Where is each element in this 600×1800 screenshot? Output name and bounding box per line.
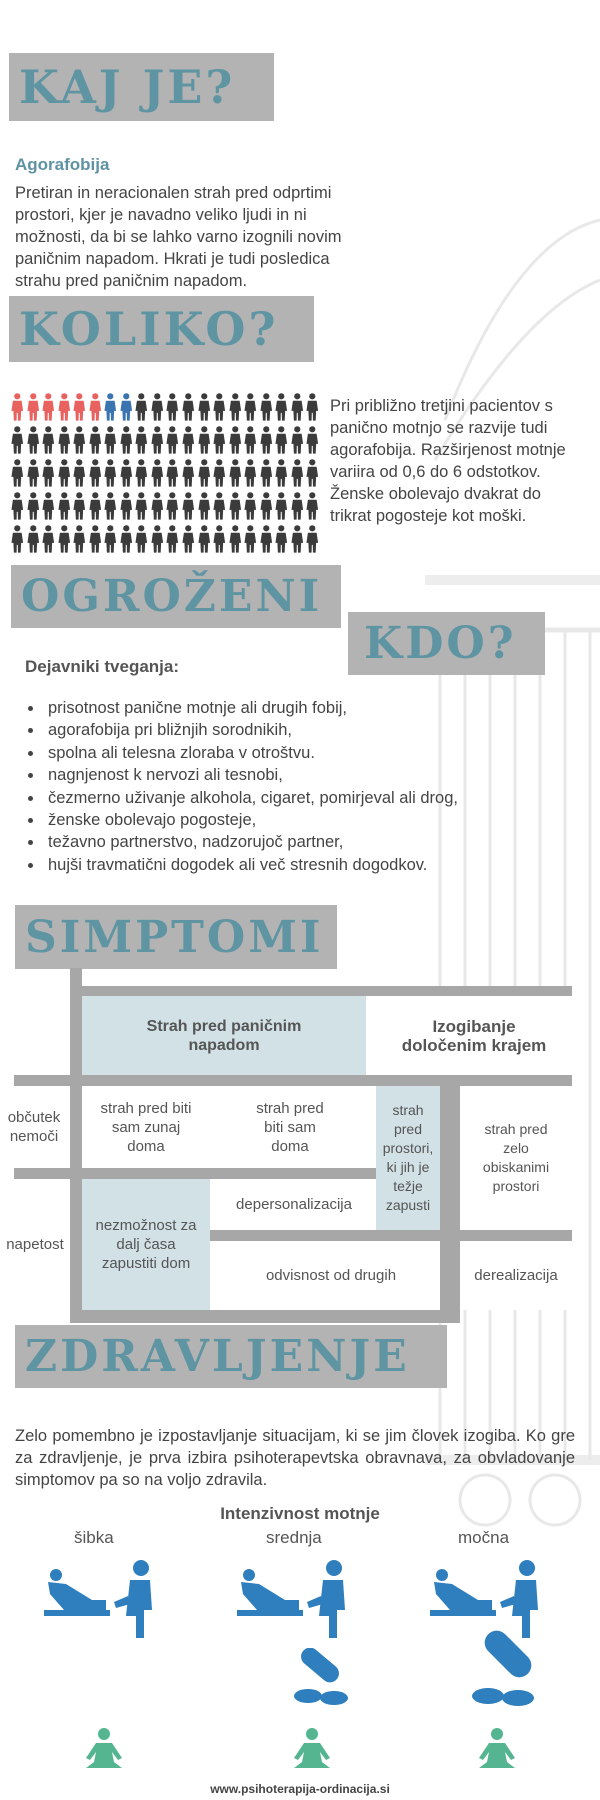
symptom-derealizacija: derealizacija bbox=[460, 1241, 572, 1310]
person-icon bbox=[88, 524, 103, 554]
ogrozeni-heading: OGROŽENI bbox=[21, 571, 323, 622]
person-icon bbox=[274, 491, 289, 521]
person-icon bbox=[41, 524, 56, 554]
person-icon bbox=[212, 491, 227, 521]
zdravljenje-banner bbox=[15, 1325, 447, 1388]
person-icon bbox=[274, 425, 289, 455]
person-icon bbox=[290, 392, 305, 422]
grid-bar bbox=[14, 1075, 572, 1086]
koliko-heading: KOLIKO? bbox=[19, 302, 279, 356]
person-icon bbox=[72, 392, 87, 422]
grid-bar bbox=[70, 1310, 460, 1323]
person-icon bbox=[103, 392, 118, 422]
person-icon bbox=[119, 524, 134, 554]
ogrozeni-banner bbox=[11, 565, 341, 628]
person-icon bbox=[243, 392, 258, 422]
person-icon bbox=[57, 491, 72, 521]
risk-factor-item: • čezmerno uživanje alkohola, cigaret, pomirjeval ali drog, bbox=[44, 787, 458, 809]
person-icon bbox=[259, 392, 274, 422]
person-icon bbox=[212, 392, 227, 422]
person-icon bbox=[72, 524, 87, 554]
person-icon bbox=[41, 458, 56, 488]
person-icon bbox=[305, 524, 320, 554]
person-icon bbox=[228, 425, 243, 455]
level-sibka: šibka bbox=[74, 1528, 114, 1547]
person-icon bbox=[165, 425, 180, 455]
person-icon bbox=[57, 392, 72, 422]
person-icon bbox=[274, 458, 289, 488]
grid-bar bbox=[440, 1075, 460, 1323]
risk-factor-item: • agorafobija pri bližnjih sorodnikih, bbox=[44, 719, 458, 741]
person-icon bbox=[150, 458, 165, 488]
meditation-icon bbox=[292, 1728, 332, 1770]
person-icon bbox=[197, 458, 212, 488]
symptom-sam-doma: strah pred biti sam doma bbox=[222, 1086, 358, 1168]
meditation-icon bbox=[477, 1728, 517, 1770]
person-icon bbox=[88, 425, 103, 455]
person-icon bbox=[88, 392, 103, 422]
person-icon bbox=[26, 491, 41, 521]
agorafobija-subtitle: Agorafobija bbox=[15, 155, 110, 174]
kaj-je-heading: KAJ JE? bbox=[19, 60, 236, 114]
risk-factor-item: • spolna ali telesna zloraba v otroštvu. bbox=[44, 742, 458, 764]
person-icon bbox=[197, 392, 212, 422]
risk-factor-item: • prisotnost panične motnje ali drugih fobij, bbox=[44, 697, 458, 719]
person-icon bbox=[305, 392, 320, 422]
footer-url: www.psihoterapija-ordinacija.si bbox=[210, 1782, 390, 1796]
symptom-obcutek: občutek nemoči bbox=[0, 1086, 68, 1168]
simptomi-heading: SIMPTOMI bbox=[25, 911, 324, 963]
person-icon bbox=[134, 392, 149, 422]
person-icon bbox=[165, 392, 180, 422]
person-icon bbox=[290, 458, 305, 488]
person-icon bbox=[26, 425, 41, 455]
person-icon bbox=[165, 491, 180, 521]
grid-bar bbox=[70, 968, 82, 1323]
person-icon bbox=[212, 458, 227, 488]
person-icon bbox=[228, 524, 243, 554]
level-mocna: močna bbox=[458, 1528, 510, 1547]
person-icon bbox=[290, 491, 305, 521]
person-icon bbox=[259, 458, 274, 488]
symptom-depersonalizacija: depersonalizacija bbox=[222, 1179, 366, 1230]
psychotherapy-icon bbox=[44, 1560, 164, 1640]
person-icon bbox=[259, 524, 274, 554]
zdravljenje-text: Zelo pomembno je izpostavljanje situacijam, ki se jim človek izogiba. Ko gre za zdravljenje, je prva izbira psihoterapevtska obravnava, za obvladovanje simptomov pa so na voljo zdravila. bbox=[15, 1427, 575, 1489]
symptom-nezmoznost: nezmožnost za dalj časa zapustiti dom bbox=[82, 1179, 210, 1310]
person-icon bbox=[26, 392, 41, 422]
symptom-napetost: napetost bbox=[0, 1179, 70, 1310]
simptomi-banner bbox=[15, 905, 337, 969]
person-icon bbox=[10, 524, 25, 554]
person-icon bbox=[150, 491, 165, 521]
level-srednja: srednja bbox=[266, 1528, 322, 1547]
person-icon bbox=[41, 491, 56, 521]
risk-factor-item: • ženske obolevajo pogosteje, bbox=[44, 809, 458, 831]
person-icon bbox=[181, 458, 196, 488]
person-icon bbox=[243, 524, 258, 554]
person-icon bbox=[57, 458, 72, 488]
person-icon bbox=[290, 425, 305, 455]
grid-bar bbox=[70, 986, 572, 996]
person-icon bbox=[181, 425, 196, 455]
person-icon bbox=[243, 425, 258, 455]
kaj-je-text: Pretiran in neracionalen strah pred odprtimi prostori, kjer je navadno veliko ljudi in ni možnosti, da bi se lahko varno izognili novim paničnim napadom. Hkrati je tudi posledica strahu pred paničnim napadom. bbox=[15, 184, 342, 290]
person-icon bbox=[305, 425, 320, 455]
kdo-heading: KDO? bbox=[364, 618, 517, 669]
person-icon bbox=[10, 425, 25, 455]
person-icon bbox=[10, 491, 25, 521]
symptom-strah-napad: Strah pred paničnim napadom bbox=[82, 996, 366, 1075]
person-icon bbox=[181, 392, 196, 422]
person-icon bbox=[134, 524, 149, 554]
person-icon bbox=[165, 524, 180, 554]
person-icon bbox=[88, 491, 103, 521]
person-icon bbox=[259, 491, 274, 521]
symptom-sam-zunaj: strah pred biti sam zunaj doma bbox=[82, 1086, 210, 1168]
person-icon bbox=[305, 491, 320, 521]
symptom-odvisnost: odvisnost od drugih bbox=[222, 1241, 440, 1310]
person-icon bbox=[10, 458, 25, 488]
person-icon bbox=[103, 491, 118, 521]
person-icon bbox=[228, 458, 243, 488]
person-icon bbox=[134, 458, 149, 488]
person-icon bbox=[41, 425, 56, 455]
person-icon bbox=[103, 425, 118, 455]
risk-factor-item: • težavno partnerstvo, nadzorujoč partner, bbox=[44, 831, 458, 853]
person-icon bbox=[150, 425, 165, 455]
person-icon bbox=[197, 524, 212, 554]
person-icon bbox=[119, 458, 134, 488]
person-icon bbox=[134, 425, 149, 455]
meditation-icon bbox=[84, 1728, 124, 1770]
person-icon bbox=[150, 524, 165, 554]
person-icon bbox=[197, 491, 212, 521]
person-icon bbox=[26, 458, 41, 488]
kdo-banner bbox=[348, 612, 545, 675]
person-icon bbox=[26, 524, 41, 554]
medication-icon bbox=[290, 1648, 352, 1708]
risk-factors-list bbox=[24, 697, 458, 876]
psychotherapy-icon bbox=[430, 1560, 550, 1640]
person-icon bbox=[274, 524, 289, 554]
person-icon bbox=[150, 392, 165, 422]
person-icon bbox=[212, 524, 227, 554]
symptom-prostori: strah pred prostori, ki jih je težje zapusti bbox=[376, 1086, 440, 1230]
intensity-title: Intenzivnost motnje bbox=[220, 1504, 380, 1523]
medication-icon bbox=[470, 1630, 540, 1710]
risk-factors-title: Dejavniki tveganja: bbox=[25, 657, 180, 676]
person-icon bbox=[197, 425, 212, 455]
person-icon bbox=[212, 425, 227, 455]
person-icon bbox=[228, 491, 243, 521]
person-icon bbox=[119, 392, 134, 422]
koliko-text: Pri približno tretjini pacientov s panično motnjo se razvije tudi agorafobija. Razširjenost motnje variira od 0,6 do 6 odstotkov. Ženske obolevajo dvakrat do trikrat pogosteje kot moški. bbox=[330, 397, 566, 525]
person-icon bbox=[274, 392, 289, 422]
psychotherapy-icon bbox=[237, 1560, 357, 1640]
person-icon bbox=[243, 458, 258, 488]
risk-factor-item: • hujši travmatični dogodek ali več stresnih dogodkov. bbox=[44, 854, 458, 876]
person-icon bbox=[57, 425, 72, 455]
koliko-banner bbox=[9, 296, 314, 362]
person-icon bbox=[103, 458, 118, 488]
person-icon bbox=[72, 425, 87, 455]
person-icon bbox=[259, 425, 274, 455]
person-icon bbox=[119, 425, 134, 455]
risk-factor-item: • nagnjenost k nervozi ali tesnobi, bbox=[44, 764, 458, 786]
person-icon bbox=[119, 491, 134, 521]
person-icon bbox=[72, 458, 87, 488]
people-pictogram bbox=[10, 392, 320, 557]
person-icon bbox=[10, 392, 25, 422]
grid-bar bbox=[210, 1230, 572, 1241]
person-icon bbox=[72, 491, 87, 521]
person-icon bbox=[165, 458, 180, 488]
person-icon bbox=[243, 491, 258, 521]
person-icon bbox=[228, 392, 243, 422]
symptom-izogibanje: Izogibanje določenim krajem bbox=[376, 996, 572, 1075]
person-icon bbox=[305, 458, 320, 488]
symptom-obiskani: strah pred zelo obiskanimi prostori bbox=[460, 1086, 572, 1230]
zdravljenje-heading: ZDRAVLJENJE bbox=[25, 1331, 410, 1382]
person-icon bbox=[181, 524, 196, 554]
person-icon bbox=[134, 491, 149, 521]
person-icon bbox=[88, 458, 103, 488]
person-icon bbox=[181, 491, 196, 521]
person-icon bbox=[57, 524, 72, 554]
person-icon bbox=[290, 524, 305, 554]
person-icon bbox=[41, 392, 56, 422]
person-icon bbox=[103, 524, 118, 554]
kaj-je-banner bbox=[9, 53, 274, 121]
